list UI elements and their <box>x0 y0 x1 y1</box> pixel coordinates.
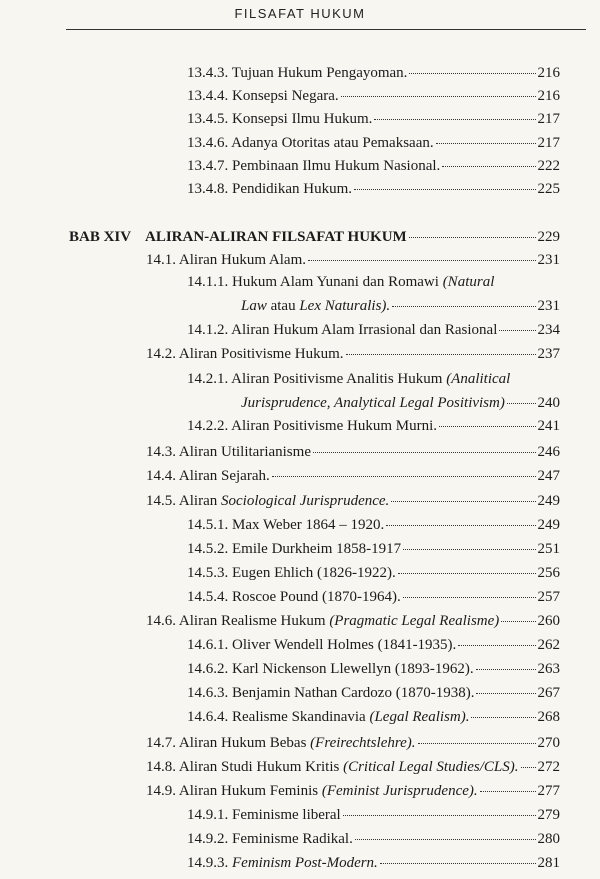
label-plain: 14.9. Aliran Hukum Feminis <box>146 783 319 799</box>
label-italic: Sociological Jurisprudence. <box>221 493 390 509</box>
toc-entry-page: 222 <box>537 158 560 174</box>
toc-entry-label: 14.2.2. Aliran Positivisme Hukum Murni. <box>187 418 438 434</box>
toc-entry-label: 14.1. Aliran Hukum Alam. <box>146 252 306 268</box>
toc-entry <box>187 516 560 534</box>
toc-entry-label: 14.5.2. Emile Durkheim 1858-1917 <box>187 541 402 557</box>
dot-leader <box>346 354 536 355</box>
toc-entry-label <box>146 734 416 752</box>
toc-entry-label: 14.5.3. Eugen Ehlich (1826-1922). <box>187 565 396 581</box>
toc-entry-label <box>187 854 378 872</box>
toc-entry <box>146 345 560 363</box>
toc-entry <box>146 251 560 269</box>
toc-entry-page: 251 <box>537 541 560 557</box>
dot-leader <box>521 767 536 768</box>
toc-entry-label: 14.6.3. Benjamin Nathan Cardozo (1870-1938). <box>187 685 475 701</box>
dot-leader <box>476 693 535 694</box>
toc-entry-page: 262 <box>537 637 560 653</box>
toc-entry <box>187 564 560 582</box>
toc-entry-page: 263 <box>537 661 560 677</box>
chapter-entry <box>69 228 560 246</box>
dot-leader <box>313 452 536 453</box>
label-plain: 14.9.3. <box>187 855 229 871</box>
toc-entry <box>187 417 560 435</box>
dot-leader <box>386 525 535 526</box>
toc-entry-page: 241 <box>537 418 560 434</box>
label-plain: 14.6.4. Realisme Skandinavia <box>187 709 366 725</box>
label-plain: atau <box>270 298 296 314</box>
dot-leader <box>343 815 536 816</box>
toc-entry-page: 267 <box>537 685 560 701</box>
chapter-title: ALIRAN-ALIRAN FILSAFAT HUKUM <box>145 229 407 245</box>
chapter-label <box>69 228 407 246</box>
toc-entry-page: 281 <box>537 855 560 871</box>
toc-entry-label <box>146 612 499 630</box>
toc-entry-page: 240 <box>537 395 560 411</box>
toc-entry <box>241 297 560 315</box>
toc-entry <box>146 734 560 752</box>
toc-entry <box>187 64 560 82</box>
toc-entry-label-cont: Jurisprudence, Analytical Legal Positivism) <box>241 395 505 411</box>
toc-entry <box>146 492 560 510</box>
toc-entry <box>187 854 560 872</box>
toc-entry-page: 246 <box>537 444 560 460</box>
dot-leader <box>391 501 535 502</box>
dot-leader <box>499 330 535 331</box>
toc-entry <box>187 588 560 606</box>
toc-entry-page: 249 <box>537 493 560 509</box>
toc-entry-label <box>146 492 389 510</box>
label-plain: 14.8. Aliran Studi Hukum Kritis <box>146 759 340 775</box>
toc-entry-page: 257 <box>537 589 560 605</box>
label-italic: (Pragmatic Legal Realisme) <box>329 613 500 629</box>
label-plain: 14.5. Aliran <box>146 493 218 509</box>
dot-leader <box>436 143 536 144</box>
toc-entry-label: 14.1.2. Aliran Hukum Alam Irrasional dan Rasional <box>187 322 498 338</box>
dot-leader <box>308 260 536 261</box>
toc-entry-page: 256 <box>537 565 560 581</box>
dot-leader <box>380 863 536 864</box>
toc-entry-page: 216 <box>537 65 560 81</box>
label-italic: Law <box>241 298 267 314</box>
label-italic: Lex Naturalis). <box>299 298 391 314</box>
toc-entry <box>187 321 560 339</box>
toc-entry-page: 280 <box>537 831 560 847</box>
label-plain: 14.6. Aliran Realisme Hukum <box>146 613 326 629</box>
dot-leader <box>507 403 536 404</box>
toc-entry <box>187 180 560 198</box>
toc-entry-page: 234 <box>537 322 560 338</box>
dot-leader <box>480 791 536 792</box>
toc-entry-page: 217 <box>537 135 560 151</box>
label-italic: (Feminist Jurisprudence). <box>321 783 478 799</box>
dot-leader <box>409 237 536 238</box>
toc-entry-label: 13.4.4. Konsepsi Negara. <box>187 88 339 104</box>
toc-entry-label <box>146 758 519 776</box>
toc-entry <box>187 540 560 558</box>
dot-leader <box>354 189 536 190</box>
toc-entry-label: 14.2. Aliran Positivisme Hukum. <box>146 346 344 362</box>
toc-entry <box>241 394 560 412</box>
toc-entry-page: 216 <box>537 88 560 104</box>
toc-entry-label <box>146 782 478 800</box>
toc-entry-label: 13.4.5. Konsepsi Ilmu Hukum. <box>187 111 373 127</box>
toc-entry-line-1 <box>187 273 494 291</box>
toc-entry-page: 249 <box>537 517 560 533</box>
toc-entry-label-italic: (Natural <box>442 274 495 290</box>
toc-entry-page: 247 <box>537 468 560 484</box>
dot-leader <box>418 743 536 744</box>
dot-leader <box>398 573 536 574</box>
toc-entry-line-1 <box>187 370 510 388</box>
toc-entry-label: 14.2.1. Aliran Positivisme Analitis Hukum <box>187 371 443 387</box>
toc-entry-label-italic: (Analitical <box>446 371 511 387</box>
toc-entry <box>187 830 560 848</box>
toc-entry-page: 237 <box>537 346 560 362</box>
toc-entry <box>187 806 560 824</box>
label-italic: (Freirechtslehre). <box>310 735 416 751</box>
dot-leader <box>442 166 535 167</box>
toc-entry <box>146 612 560 630</box>
toc-entry-page: 231 <box>537 252 560 268</box>
toc-entry-label: 14.3. Aliran Utilitarianisme <box>146 444 311 460</box>
dot-leader <box>341 96 536 97</box>
toc-entry-page: 229 <box>537 229 560 245</box>
toc-entry-label: 14.5.1. Max Weber 1864 – 1920. <box>187 517 385 533</box>
toc-entry <box>187 110 560 128</box>
toc-entry-page: 277 <box>537 783 560 799</box>
dot-leader <box>374 119 535 120</box>
label-italic: Feminism Post-Modern. <box>232 855 378 871</box>
toc-entry <box>187 134 560 152</box>
dot-leader <box>403 549 535 550</box>
toc-entry-page: 270 <box>537 735 560 751</box>
label-italic: (Critical Legal Studies/CLS). <box>343 759 519 775</box>
dot-leader <box>439 426 535 427</box>
dot-leader <box>501 621 535 622</box>
toc-entry <box>187 157 560 175</box>
toc-entry <box>187 87 560 105</box>
toc-entry-page: 217 <box>537 111 560 127</box>
toc-entry-page: 268 <box>537 709 560 725</box>
toc-entry-label-cont <box>241 297 390 315</box>
toc-entry <box>146 443 560 461</box>
dot-leader <box>403 597 536 598</box>
toc-entry <box>187 708 560 726</box>
label-plain: 14.7. Aliran Hukum Bebas <box>146 735 307 751</box>
toc-entry-label: 14.1.1. Hukum Alam Yunani dan Romawi <box>187 274 439 290</box>
toc-entry-page: 272 <box>537 759 560 775</box>
toc-entry <box>187 660 560 678</box>
dot-leader <box>471 717 535 718</box>
dot-leader <box>272 476 536 477</box>
toc-entry-label: 13.4.3. Tujuan Hukum Pengayoman. <box>187 65 408 81</box>
toc-entry-label: 14.5.4. Roscoe Pound (1870-1964). <box>187 589 401 605</box>
running-head: FILSAFAT HUKUM <box>234 6 366 21</box>
toc-entry-page: 231 <box>537 298 560 314</box>
toc-entry-label <box>187 708 469 726</box>
toc-entry <box>146 758 560 776</box>
toc-entry-page: 225 <box>537 181 560 197</box>
toc-entry-label: 14.4. Aliran Sejarah. <box>146 468 270 484</box>
toc-entry-label: 13.4.7. Pembinaan Ilmu Hukum Nasional. <box>187 158 441 174</box>
toc-entry-label: 13.4.8. Pendidikan Hukum. <box>187 181 352 197</box>
toc-entry-label: 14.6.2. Karl Nickenson Llewellyn (1893-1962). <box>187 661 474 677</box>
toc-entry-label: 14.9.1. Feminisme liberal <box>187 807 341 823</box>
toc-entry <box>187 684 560 702</box>
toc-entry-label: 14.9.2. Feminisme Radikal. <box>187 831 353 847</box>
toc-entry-page: 279 <box>537 807 560 823</box>
toc-entry-label: 13.4.6. Adanya Otoritas atau Pemaksaan. <box>187 135 434 151</box>
label-italic: (Legal Realism). <box>369 709 470 725</box>
toc-entry-label: 14.6.1. Oliver Wendell Holmes (1841-1935). <box>187 637 457 653</box>
toc-entry <box>146 467 560 485</box>
chapter-number: BAB XIV <box>69 229 132 245</box>
dot-leader <box>458 645 535 646</box>
dot-leader <box>392 306 535 307</box>
dot-leader <box>476 669 536 670</box>
toc-entry <box>187 636 560 654</box>
dot-leader <box>355 839 536 840</box>
dot-leader <box>409 73 535 74</box>
toc-entry-page: 260 <box>537 613 560 629</box>
toc-entry <box>146 782 560 800</box>
